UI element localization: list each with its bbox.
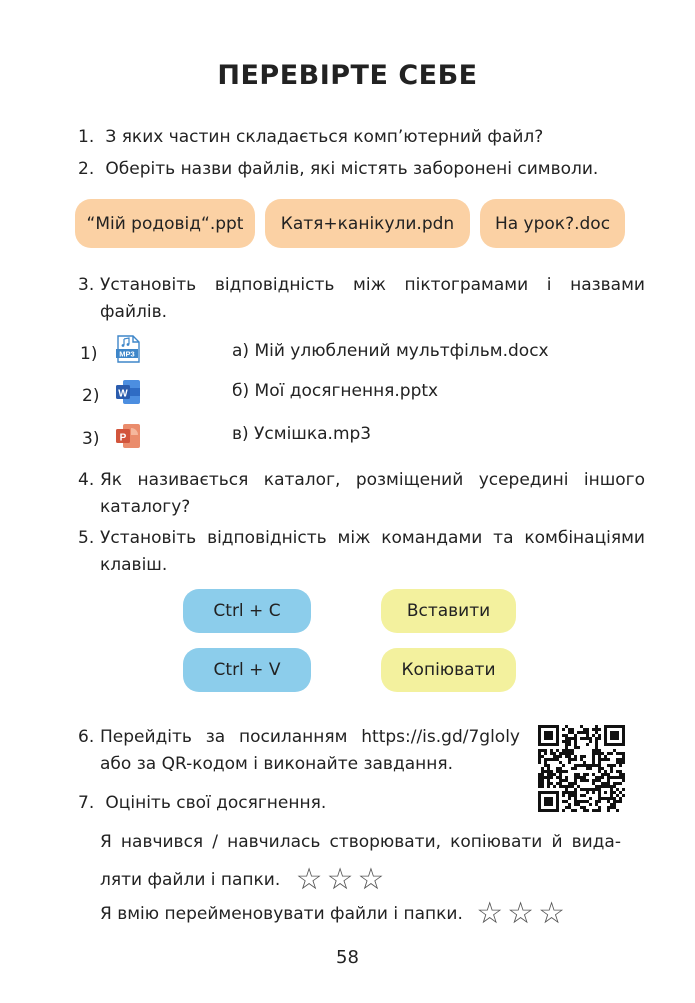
word: між [353, 275, 386, 295]
file-name-option: б) Мої досягнення.pptx [232, 381, 439, 401]
word: відповідність [214, 275, 335, 295]
question-4 [78, 470, 100, 490]
star-rating[interactable] [295, 862, 385, 897]
achievement-line [100, 896, 565, 931]
command-pill: Вставити [381, 589, 516, 633]
question-number: 7. [78, 793, 95, 813]
word: каталог, [263, 470, 341, 490]
word: навчилась [227, 832, 321, 852]
question-text-line: клавіш. [100, 555, 168, 575]
question-text-line: або за QR-кодом і виконайте завдання. [100, 754, 453, 774]
key-combination-pill: Ctrl + V [183, 648, 311, 692]
key-combination-pill: Ctrl + C [183, 589, 311, 633]
word: і [546, 275, 552, 295]
achievement-line [100, 832, 621, 852]
question-number: 2. [78, 159, 95, 179]
star-icon[interactable]: ☆ [538, 896, 565, 931]
star-icon[interactable]: ☆ [476, 896, 504, 931]
word: називається [137, 470, 249, 490]
star-icon[interactable]: ☆ [507, 896, 535, 931]
command-pill: Копіювати [381, 648, 516, 692]
question-text-line: файлів. [100, 302, 168, 322]
file-name-option: а) Мій улюблений мультфільм.docx [232, 341, 549, 361]
word: посиланням [238, 727, 348, 747]
word: Перейдіть [100, 727, 192, 747]
question-text-line [100, 528, 645, 548]
achievement-text: Я вмію перейменовувати файли і папки. [100, 904, 463, 924]
file-name-option: в) Усмішка.mp3 [232, 424, 372, 444]
question-number: 5. [78, 528, 95, 548]
qr-code[interactable] [538, 725, 625, 812]
question-6 [78, 727, 100, 747]
question-1 [78, 127, 543, 147]
filename-pill: “Мій родовід“.ppt [75, 199, 255, 248]
word: між [337, 528, 371, 548]
item-number: 1) [80, 344, 98, 364]
achievement-line [100, 862, 385, 897]
word: Як [100, 470, 123, 490]
star-icon[interactable]: ☆ [295, 862, 323, 897]
question-number: 1. [78, 127, 95, 147]
word: Установіть [100, 528, 197, 548]
question-number: 3. [78, 275, 95, 295]
filename-pill: Катя+канікули.pdn [265, 199, 470, 248]
word: створювати, [329, 832, 442, 852]
question-7 [78, 793, 326, 813]
word: Установіть [100, 275, 197, 295]
word: й [551, 832, 563, 852]
question-text: З яких частин складається комп’ютерний файл? [105, 127, 544, 147]
link[interactable]: https://is.gd/7gloly [361, 727, 520, 747]
star-rating[interactable] [476, 896, 565, 931]
word: командами [381, 528, 483, 548]
word: та [493, 528, 514, 548]
star-icon[interactable]: ☆ [326, 862, 354, 897]
word: Я [100, 832, 112, 852]
word: іншого [583, 470, 645, 490]
powerpoint-badge: P [119, 432, 127, 444]
word: піктограмами [404, 275, 529, 295]
page-number: 58 [336, 947, 359, 968]
word: відповідність [207, 528, 327, 548]
word: розміщений [355, 470, 464, 490]
question-3 [78, 275, 100, 295]
mp3-badge: MP3 [119, 349, 135, 359]
word: усередині [478, 470, 569, 490]
question-5 [78, 528, 100, 548]
item-number: 3) [82, 429, 100, 449]
question-number: 4. [78, 470, 95, 490]
question-text-line [100, 470, 645, 490]
word: / [212, 832, 218, 852]
word-file-icon [115, 378, 141, 410]
word: за [205, 727, 226, 747]
achievement-text: ляти файли і папки. [100, 870, 281, 890]
question-text-line [100, 275, 645, 295]
item-number: 2) [82, 386, 100, 406]
star-icon[interactable]: ☆ [357, 862, 385, 897]
question-text: Оцініть свої досягнення. [105, 793, 327, 813]
question-text-line [100, 727, 520, 747]
word: назвами [570, 275, 645, 295]
word: вида- [571, 832, 621, 852]
page-title: ПЕРЕВІРТЕ СЕБЕ [217, 60, 478, 91]
powerpoint-file-icon [115, 422, 141, 454]
word: копіювати [450, 832, 543, 852]
question-number: 6. [78, 727, 95, 747]
filename-pill: На урок?.doc [480, 199, 625, 248]
word: навчився [120, 832, 204, 852]
word-badge: W [118, 388, 128, 400]
question-text-line: каталогу? [100, 497, 191, 517]
mp3-file-icon [115, 335, 141, 367]
question-2 [78, 159, 598, 179]
word: комбінаціями [524, 528, 645, 548]
question-text: Оберіть назви файлів, які містять заборонені символи. [105, 159, 599, 179]
